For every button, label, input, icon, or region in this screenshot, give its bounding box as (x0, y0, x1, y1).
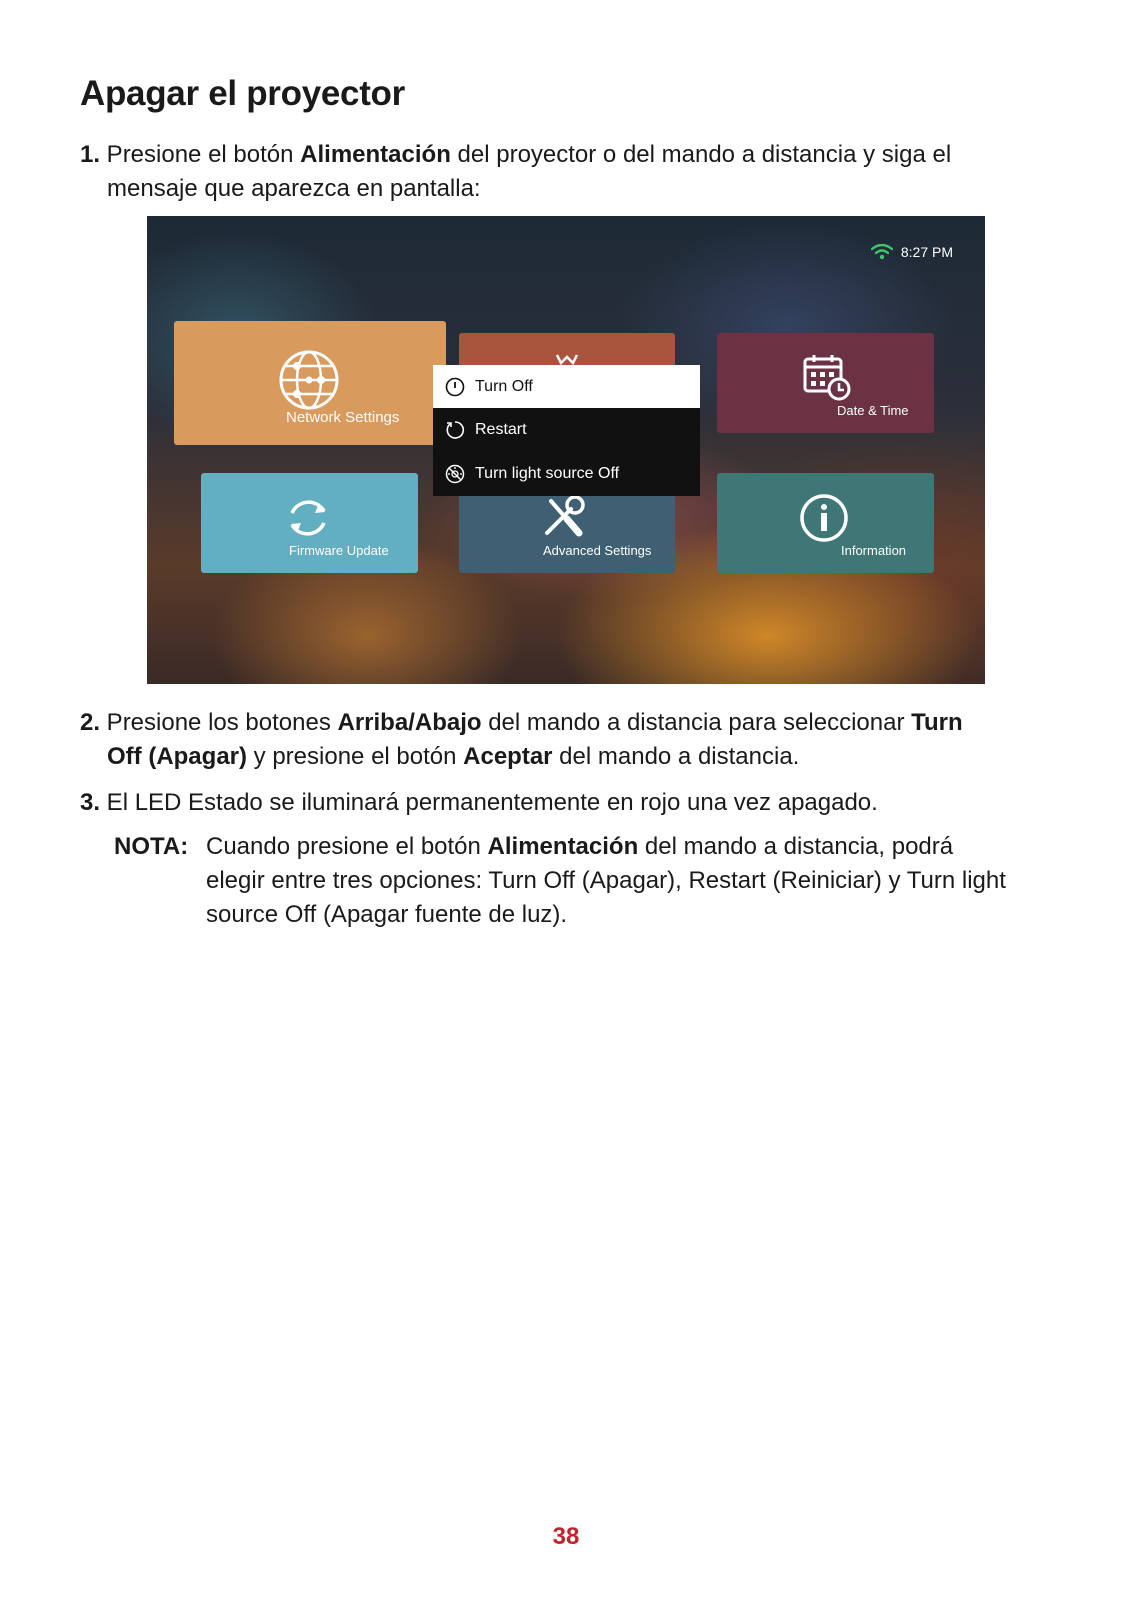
tools-icon (541, 493, 589, 541)
step-text: Presione los botones (100, 709, 338, 736)
step-bold: Turn (911, 709, 963, 736)
menu-item-label: Restart (475, 421, 527, 438)
tile-firmware-update[interactable] (201, 473, 418, 573)
step-bold: Off (Apagar) (107, 743, 247, 770)
tile-label: Network Settings (286, 409, 400, 426)
page-title: Apagar el proyector (80, 74, 405, 113)
step-text-line2 (80, 740, 1040, 774)
calendar-clock-icon (803, 353, 851, 401)
tile-label: Information (841, 543, 907, 558)
wifi-icon (871, 244, 893, 260)
tile-label: Advanced Settings (543, 543, 652, 558)
tile-information[interactable] (717, 473, 934, 573)
step-text: y presione el botón (247, 743, 464, 770)
light-off-icon (445, 464, 465, 484)
menu-item-restart[interactable] (433, 408, 700, 452)
power-menu (433, 365, 700, 496)
step-number: 3. (80, 789, 101, 816)
status-bar (871, 244, 953, 260)
note (114, 830, 1014, 932)
menu-item-label: Turn light source Off (475, 465, 620, 482)
restart-icon (445, 420, 465, 440)
step-bold: Alimentación (300, 141, 451, 168)
step-text: del mando a distancia. (552, 743, 800, 770)
clock-time: 8:27 PM (900, 244, 953, 260)
step-text: Presione el botón (100, 141, 301, 168)
step-3 (80, 786, 1040, 820)
tile-label: Date & Time (837, 403, 909, 418)
step-number: 2. (80, 709, 101, 736)
tile-icon-partial (555, 353, 579, 365)
step-number: 1. (80, 141, 101, 168)
tile-label: Firmware Update (289, 543, 389, 558)
menu-item-turn-light-source-off[interactable] (433, 452, 700, 496)
note-label: NOTA: (114, 833, 189, 860)
globe-network-icon (278, 349, 340, 411)
note-text (114, 830, 1014, 932)
menu-item-turn-off[interactable] (433, 365, 700, 408)
step-2 (80, 706, 1040, 774)
step-text: El LED Estado se iluminará permanentemente en rojo una vez apagado. (100, 789, 878, 816)
step-text: del proyector o del mando a distancia y siga el (450, 141, 952, 168)
step-bold: Aceptar (463, 743, 553, 770)
refresh-icon (283, 493, 333, 543)
tile-network-settings[interactable] (174, 321, 446, 445)
note-text-pre: Cuando presione el botón (206, 833, 488, 860)
note-text-post: del mando a distancia, podrá elegir entre tres opciones: Turn Off (Apagar), Restart (Reiniciar) y Turn light source Off (Apagar fuente de luz). (206, 833, 1006, 928)
step-text: del mando a distancia para seleccionar (481, 709, 912, 736)
step-text-line2: mensaje que aparezca en pantalla: (107, 175, 481, 202)
tile-date-time[interactable] (717, 333, 934, 433)
menu-item-label: Turn Off (475, 377, 533, 395)
page-number: 38 (552, 1523, 580, 1550)
note-bold: Alimentación (487, 833, 639, 860)
step-1 (80, 138, 1040, 206)
power-icon (445, 377, 465, 397)
projector-menu-screenshot (147, 216, 985, 684)
step-bold: Arriba/Abajo (337, 709, 482, 736)
info-icon (799, 493, 849, 543)
